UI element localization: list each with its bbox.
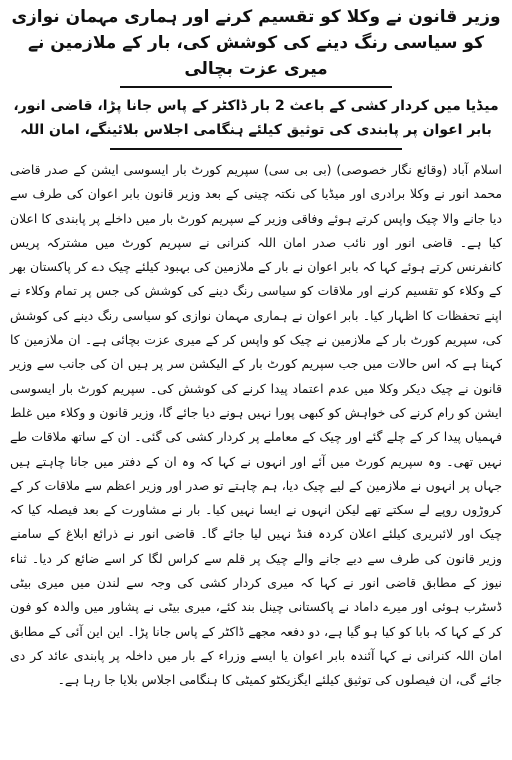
article-subheadline: میڈیا میں کردار کشی کے باعث 2 بار ڈاکٹر کے پاس جانا پڑا، قاضی انور، بابر اعوان پر پابندی کی توثیق کیلئے ہنگامی اجلاس بلائینگے، امان اللہ <box>13 98 499 138</box>
headline-divider <box>120 86 392 88</box>
article-body: اسلام آباد (وقائع نگار خصوصی) (بی بی سی) سپریم کورٹ بار ایسوسی ایشن کے صدر قاضی محمد انور نے وکلا برادری اور میڈیا کی نکتہ چینی کے بعد وزیر قانون بابر اعوان کی طرف سے دیا جانے والا چیک واپس کرتے ہوئے وفاقی وزیر کے سپریم کورٹ بار میں داخلے پر پابندی کا اعلان کیا ہے۔ قاضی انور اور نائب صدر امان اللہ کنرانی نے سپریم کورٹ میں مشترکہ پریس کانفرنس کرتے ہوئے کہا کہ بابر اعوان نے بار کے ملازمین کی بہبود کیلئے چیک دے کر پاکستان بھر کے وکلاء کو تقسیم کرنے اور ملاقات کو سیاسی رنگ دینے کی کوشش کی جس پر تمام وکلاء نے اپنے تحفظات کا اظہار کیا۔ بابر اعوان نے ہماری مہمان نوازی کو سیاسی رنگ دینے کی کوشش کی، سپریم کورٹ بار کے ملازمین نے چیک کو واپس کر کے میری عزت بچائی ہے۔ ان ملازمین کا کہنا ہے کہ اس حالات میں جب سپریم کورٹ بار کے الیکشن سر پر ہیں ان کی جانب سے وزیر قانون نے چیک دیکر وکلا میں عدم اعتماد پیدا کرنے کی کوشش کی۔ سپریم کورٹ بار ایسوسی ایشن کو رام کرنے کی خواہش کو کبھی پورا نہیں ہونے دیا جائے گا، وزیر قانون و وکلاء میں غلط فہمیاں پیدا کر کے چلے گئے اور چیک کے معاملے پر کردار کشی کی گئی۔ ان کے ساتھ ملاقات طے نہیں تھی۔ وہ سپریم کورٹ میں آئے اور انہوں نے کہا کہ وہ ان کے دفتر میں جانا چاہتے ہیں جہاں پر انہوں نے ملازمین کے لیے چیک دیا، ہم چاہتے تو صدر اور وزیر اعظم سے ملاقات کر کے کروڑوں روپے لے سکتے تھے لیکن انہوں نے ایسا نہیں کیا۔ بار نے مشاورت کے بعد فیصلہ کیا کہ چیک اور لائبریری کیلئے اعلان کردہ فنڈ نہیں لیا جائے گا۔ قاضی انور نے ذرائع ابلاغ کے سامنے وزیر قانون کی طرف سے دیے جانے والے چیک پر قلم سے کراس لگا کر اسے ضائع کر دیا۔ ثناء نیوز کے مطابق قاضی انور نے کہا کہ میری کردار کشی کی وجہ سے لندن میں میری بیٹی ڈسٹرب ہوئی اور میرے داماد نے پاکستانی چینل بند کئے، میری بیٹی نے پشاور میں والدہ کو فون کر کے کہا کہ بابا کو کیا ہو گیا ہے، دو دفعہ مجھے ڈاکٹر کے پاس جانا پڑا۔ این این آئی کے مطابق امان اللہ کنرانی نے کہا آئندہ بابر اعوان یا ایسے وزراء کے بار میں داخلہ پر پابندی عائد کر دی جائے گی، ان فیصلوں کی توثیق کیلئے ایگزیکٹو کمیٹی کا ہنگامی اجلاس بلایا جا رہا ہے۔ <box>10 162 502 688</box>
article-headline: وزیر قانون نے وکلا کو تقسیم کرنے اور ہماری مہمان نوازی کو سیاسی رنگ دینے کی کوشش کی، بار کے ملازمین نے میری عزت بچالی <box>11 7 501 79</box>
subheadline-divider <box>110 148 402 150</box>
